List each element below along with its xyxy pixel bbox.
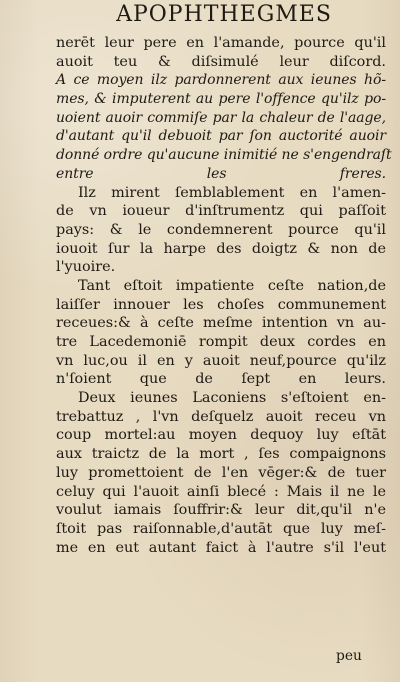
text-line: aux traictz de la mort , ſes compaignons xyxy=(56,446,386,463)
catchword: peu xyxy=(336,648,362,664)
text-line: celuy qui l'auoit ainſi blecé : Mais il ne le xyxy=(56,483,386,500)
text-line: l'yuoire. xyxy=(56,259,116,276)
text-line: vn luc,ou il en y auoit neuf,pource qu'ilz xyxy=(56,352,386,369)
text-line: donné ordre qu'aucune inimitié ne s'engendraſt xyxy=(56,147,392,164)
text-line: Ilz mirent ſemblablement en l'amen- xyxy=(78,184,386,201)
text-line: iouoit ſur la harpe des doigtz & non de xyxy=(56,240,386,257)
text-line: de vn ioueur d'inſtrumentz qui paſſoit xyxy=(56,203,386,220)
text-line: voulut iamais ſouffrir:& leur dit,qu'il n'e xyxy=(56,502,386,519)
text-line: coup mortel:au moyen dequoy luy eſtāt xyxy=(56,427,386,444)
text-line: mes, & imputerent au pere l'offence qu'ilz po- xyxy=(56,91,386,108)
page-header-title: APOPHTHEGMES xyxy=(116,2,332,27)
text-line: laiſſer innouer les choſes communement xyxy=(56,296,386,313)
text-line: nerēt leur pere en l'amande, pource qu'il xyxy=(56,35,386,51)
text-line: d'autant qu'il debuoit par ſon auctorité auoir xyxy=(56,128,386,145)
text-line: trebattuz , l'vn deſquelz auoit receu vn xyxy=(56,408,386,425)
text-line: ſtoit pas raiſonnable,d'autāt que luy meſ- xyxy=(56,520,386,537)
text-line: luy promettoient de l'en vēger:& de tuer xyxy=(56,464,386,481)
text-line: receues:& à ceſte meſme intention vn au- xyxy=(56,315,386,332)
text-line: A ce moyen ilz pardonnerent aux ieunes hõ- xyxy=(56,72,386,89)
text-line: n'ſoient que de ſept en leurs. xyxy=(56,371,386,388)
text-line: tre Lacedemoniē rompit deux cordes en xyxy=(56,334,386,350)
text-line: auoit teu & diſsimulé leur diſcord. xyxy=(56,53,386,70)
text-line: Tant eſtoit impatiente ceſte nation,de xyxy=(78,277,386,294)
text-line: entre les freres. xyxy=(56,165,386,182)
text-line: uoient auoir commiſe par la chaleur de l'aage, xyxy=(56,109,386,126)
text-line: Deux ieunes Laconiens s'eſtoient en- xyxy=(78,390,386,407)
text-line: me en eut autant faict à l'autre s'il l'eut xyxy=(56,539,386,556)
text-line: pays: & le condemnerent pource qu'il xyxy=(56,221,386,238)
page-text-block xyxy=(56,34,392,557)
